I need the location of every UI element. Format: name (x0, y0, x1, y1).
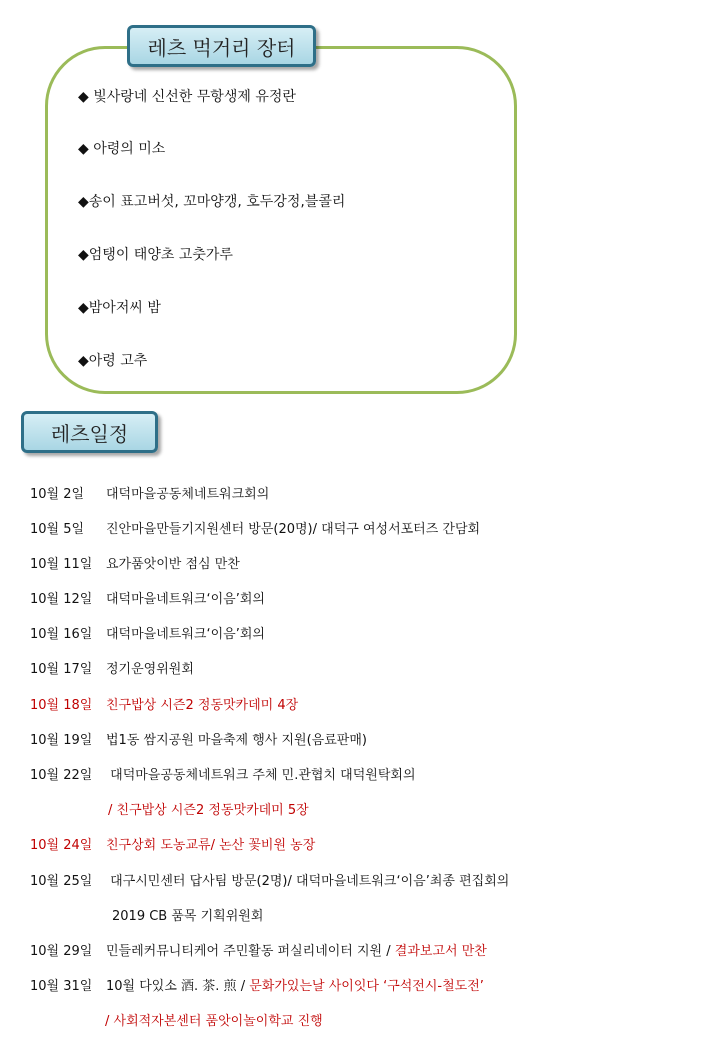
schedule-date: 10월 16일 (30, 627, 93, 642)
schedule-title: 레츠일정 (50, 421, 129, 446)
market-title: 레츠 먹거리 장터 (147, 35, 296, 60)
schedule-text: 민들레커뮤니티케어 주민활동 퍼실리네이터 지원 / (106, 944, 395, 959)
schedule-row (30, 623, 265, 642)
market-item: ◆송이 표고버섯, 꼬마양갱, 호두강정,블콜리 (78, 194, 346, 210)
schedule-text: 요가품앗이반 점심 만찬 (106, 557, 240, 572)
schedule-continuation: / 사회적자본센터 품앗이놀이학교 진행 (105, 1014, 323, 1029)
schedule-date: 10월 18일 (30, 698, 93, 713)
market-item: ◆밤아저씨 밤 (78, 300, 161, 316)
market-item: ◆ 빛사랑네 신선한 무항생제 유정란 (78, 89, 296, 105)
schedule-row (30, 940, 487, 959)
schedule-text: 진안마을만들기지원센터 방문(20명)/ 대덕구 여성서포터즈 간담회 (106, 522, 481, 537)
schedule-text: 대덕마을공동체네트워크 주체 민.관협치 대덕원탁회의 (106, 768, 416, 783)
schedule-text: 친구밥상 시즌2 정동맛카데미 4장 (106, 698, 299, 713)
schedule-row-highlight (30, 834, 315, 853)
schedule-date: 10월 25일 (30, 874, 93, 889)
schedule-text: 법1동 쌈지공원 마을축제 행사 지원(음료판매) (106, 733, 367, 748)
schedule-text: 친구상회 도농교류/ 논산 꽃비원 농장 (106, 838, 316, 853)
schedule-continuation: / 친구밥상 시즌2 정동맛카데미 5장 (108, 803, 309, 818)
schedule-text: 정기운영위원회 (106, 662, 194, 677)
schedule-text: 대덕마을네트워크‘이음’회의 (106, 592, 265, 607)
schedule-highlight-text: 결과보고서 만찬 (394, 944, 487, 959)
schedule-date: 10월 24일 (30, 838, 93, 853)
schedule-date: 10월 12일 (30, 592, 93, 607)
schedule-date: 10월 31일 (30, 979, 93, 994)
schedule-date: 10월 11일 (30, 557, 93, 572)
schedule-date: 10월 2일 (30, 487, 85, 502)
schedule-title-tab (21, 411, 158, 453)
schedule-row (30, 658, 194, 677)
schedule-date: 10월 5일 (30, 522, 85, 537)
schedule-continuation: 2019 CB 품목 기획위원회 (112, 909, 264, 924)
schedule-date: 10월 17일 (30, 662, 93, 677)
schedule-row (30, 764, 416, 783)
schedule-row (30, 483, 269, 502)
schedule-text: 10월 다있소 酒. 茶. 煎 / (106, 979, 250, 994)
schedule-text: 대덕마을공동체네트워크회의 (106, 487, 270, 502)
schedule-date: 10월 22일 (30, 768, 93, 783)
schedule-row (30, 553, 240, 572)
market-title-tab (127, 25, 316, 67)
schedule-text: 대구시민센터 답사팀 방문(2명)/ 대덕마을네트워크‘이음’최종 편집회의 (106, 874, 510, 889)
schedule-date: 10월 29일 (30, 944, 93, 959)
market-item: ◆ 아령의 미소 (78, 141, 166, 157)
schedule-text: 대덕마을네트워크‘이음’회의 (106, 627, 265, 642)
market-item: ◆아령 고추 (78, 353, 148, 369)
schedule-row (30, 729, 367, 748)
schedule-row-highlight (30, 694, 298, 713)
schedule-date: 10월 19일 (30, 733, 93, 748)
schedule-row (30, 588, 265, 607)
market-item: ◆엄탱이 태양초 고춧가루 (78, 247, 233, 263)
schedule-highlight-text: 문화가있는날 사이잇다 ‘구석전시-철도전’ (249, 979, 484, 994)
schedule-row (30, 518, 480, 537)
schedule-row (30, 870, 509, 889)
schedule-row (30, 975, 484, 994)
